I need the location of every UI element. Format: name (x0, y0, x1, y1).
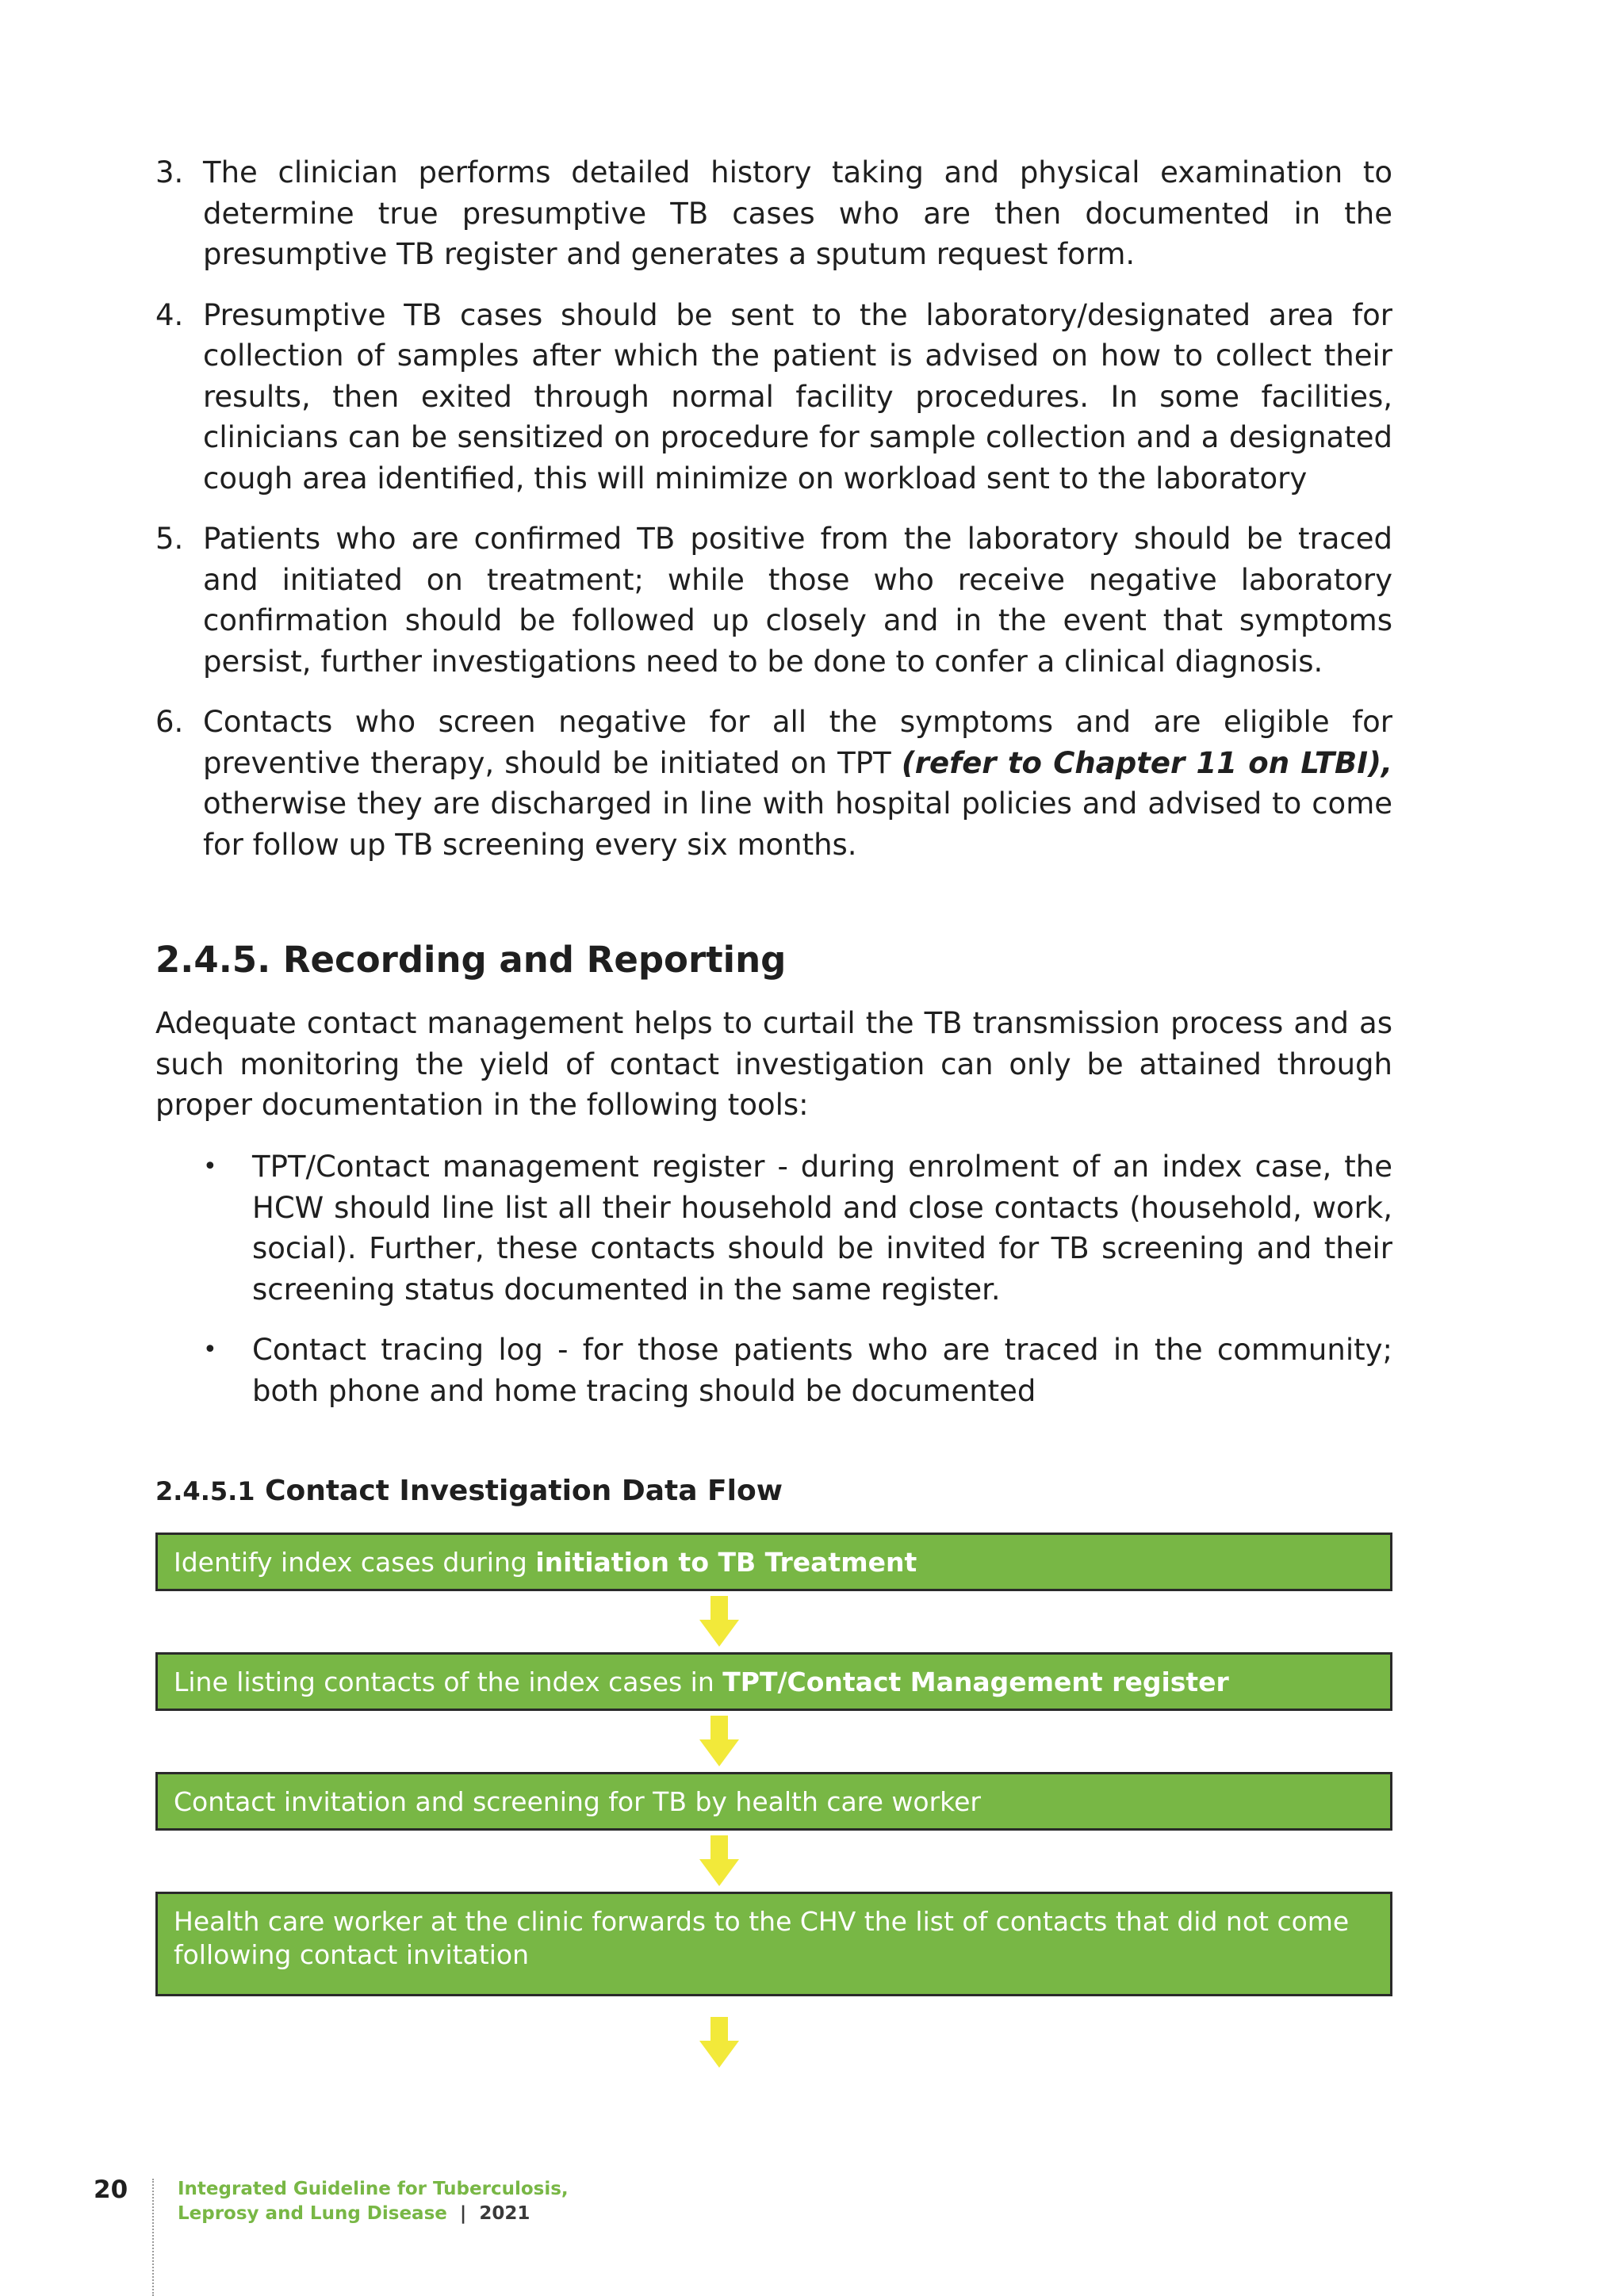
list-number: 3. (155, 155, 184, 189)
flow-step-text: Health care worker at the clinic forwards to the CHV the list of contacts that did not come following contact invitation (174, 1906, 1350, 1970)
list-number: 6. (155, 705, 184, 739)
footer-divider (152, 2179, 154, 2296)
list-item (155, 702, 1392, 865)
bullet-text: Contact tracing log - for those patients who are traced in the community; both phone and home tracing should be documented (252, 1333, 1392, 1408)
flow-step-text: Line listing contacts of the index cases in (174, 1667, 723, 1697)
footer-title-line2 (178, 2202, 569, 2226)
flow-step-1 (155, 1533, 1392, 1591)
flow-step-2 (155, 1652, 1392, 1711)
flow-step-strong: TPT/Contact Management register (722, 1667, 1229, 1697)
list-number: 4. (155, 297, 184, 332)
down-arrow-icon (699, 1596, 739, 1647)
footer-title-line1: Integrated Guideline for Tuberculosis, (178, 2179, 569, 2199)
list-text-part: otherwise they are discharged in line with hospital policies and advised to come for follow up TB screening every six months. (203, 786, 1392, 862)
subsection-heading (155, 1475, 783, 1507)
flow-step-strong: initiation to TB Treatment (535, 1547, 917, 1578)
bullet-symbol: • (203, 1153, 217, 1181)
list-text: Presumptive TB cases should be sent to the laboratory/designated area for collection of samples after which the patient is advised on how to collect their results, then exited through normal facility procedures. In some facilities, clinicians can be sensitized on procedure for sample collection and a designated cough area identified, this will minimize on workload sent to the laboratory (203, 297, 1392, 496)
list-text: Patients who are confirmed TB positive from the laboratory should be traced and initiated on treatment; while those who receive negative laboratory confirmation should be followed up closely and in the event that symptoms persist, further investigations need to be done to confer a clinical diagnosis. (203, 522, 1392, 679)
numbered-list (155, 152, 1392, 885)
flow-step-text: Identify index cases during (174, 1547, 536, 1578)
chapter-reference: (refer to Chapter 11 on LTBI), (901, 745, 1392, 780)
footer-year: 2021 (479, 2203, 530, 2224)
section-paragraph: Adequate contact management helps to curtail the TB transmission process and as such monitoring the yield of contact investigation can only be attained through proper documentation in the following tools: (155, 1006, 1392, 1122)
subsection-number: 2.4.5.1 (155, 1476, 255, 1506)
down-arrow-icon (699, 1716, 739, 1766)
list-item (155, 519, 1392, 682)
flow-step-text: Contact invitation and screening for TB by health care worker (174, 1786, 981, 1817)
down-arrow-icon (699, 2017, 739, 2068)
bullet-symbol: • (203, 1336, 217, 1364)
footer-title (178, 2177, 569, 2226)
list-item (155, 152, 1392, 275)
bullet-item (203, 1330, 1392, 1411)
list-text-part: Contacts who screen negative for all the symptoms and are eligible for preventive therapy, should be initiated on TPT (203, 705, 1392, 780)
flow-step-3 (155, 1772, 1392, 1831)
flow-step-4 (155, 1892, 1392, 1996)
footer-title-text: Leprosy and Lung Disease (178, 2203, 447, 2224)
section-heading: 2.4.5. Recording and Reporting (155, 939, 787, 981)
down-arrow-icon (699, 1835, 739, 1886)
page-number: 20 (94, 2175, 128, 2204)
list-number: 5. (155, 522, 184, 556)
bullet-list (203, 1146, 1392, 1431)
list-text (203, 702, 1392, 865)
footer-separator: | (459, 2203, 467, 2224)
bullet-text: TPT/Contact management register - during enrolment of an index case, the HCW should line list all their household and close contacts (household, work, social). Further, these contacts should be invited for TB screening and their screening status documented in the same register. (252, 1150, 1392, 1307)
list-item (155, 295, 1392, 499)
bullet-item (203, 1146, 1392, 1310)
subsection-title: Contact Investigation Data Flow (255, 1475, 783, 1507)
list-text: The clinician performs detailed history taking and physical examination to determine true presumptive TB cases who are then documented in the presumptive TB register and generates a sputum request form. (203, 155, 1392, 271)
